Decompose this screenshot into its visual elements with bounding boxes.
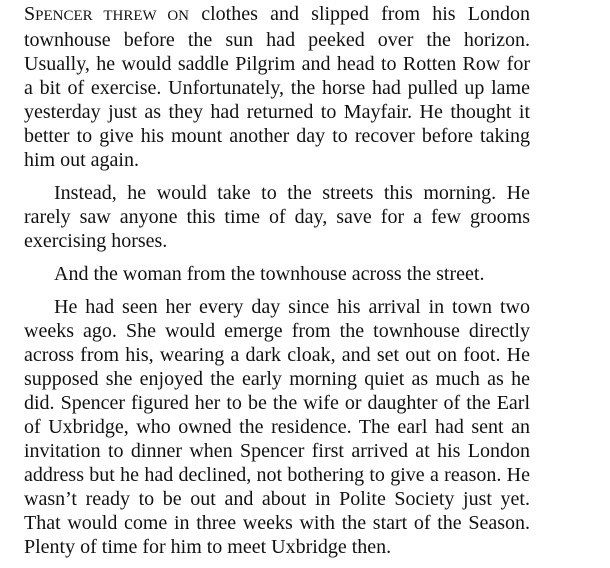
paragraph-3: And the woman from the townhouse across the street. [54,263,485,285]
paragraph-4: He had seen her every day since his arrival in town two weeks ago. She would emerge from the townhouse directly across from his, wearing a dark cloak, and set out on foot. He supposed she enjoyed the early morning quiet as much as he did. Spencer figured her to be the wife or daughter of the Earl of Uxbridge, who owned the residence. The earl had sent an invitation to dinner when Spencer first arrived at his London address but he had declined, not bothering to give a reason. He wasn’t ready to be out and about in Polite Society just yet. That would come in three weeks with the start of the Season. Plenty of time for him to meet Uxbridge then. [24,296,530,558]
lead-initial: S [24,3,36,25]
lead-in-smallcaps [24,3,189,25]
paragraph-2: Instead, he would take to the streets this morning. He rarely saw anyone this time of day, save for a few grooms exercising horses. [24,182,530,252]
paragraph-1-text: clothes and slipped from his London townhouse before the sun had peeked over the horizon. Usually, he would saddle Pilgrim and head to Rotten Row for a bit of exercise. Unfortunately, the horse had pulled up lame yesterday just as they had returned to Mayfair. He thought it better to give his mount another day to recover before taking him out again. [24,3,530,171]
paragraph-1 [24,2,530,172]
lead-smallcaps: PENCER THREW ON [35,8,189,24]
